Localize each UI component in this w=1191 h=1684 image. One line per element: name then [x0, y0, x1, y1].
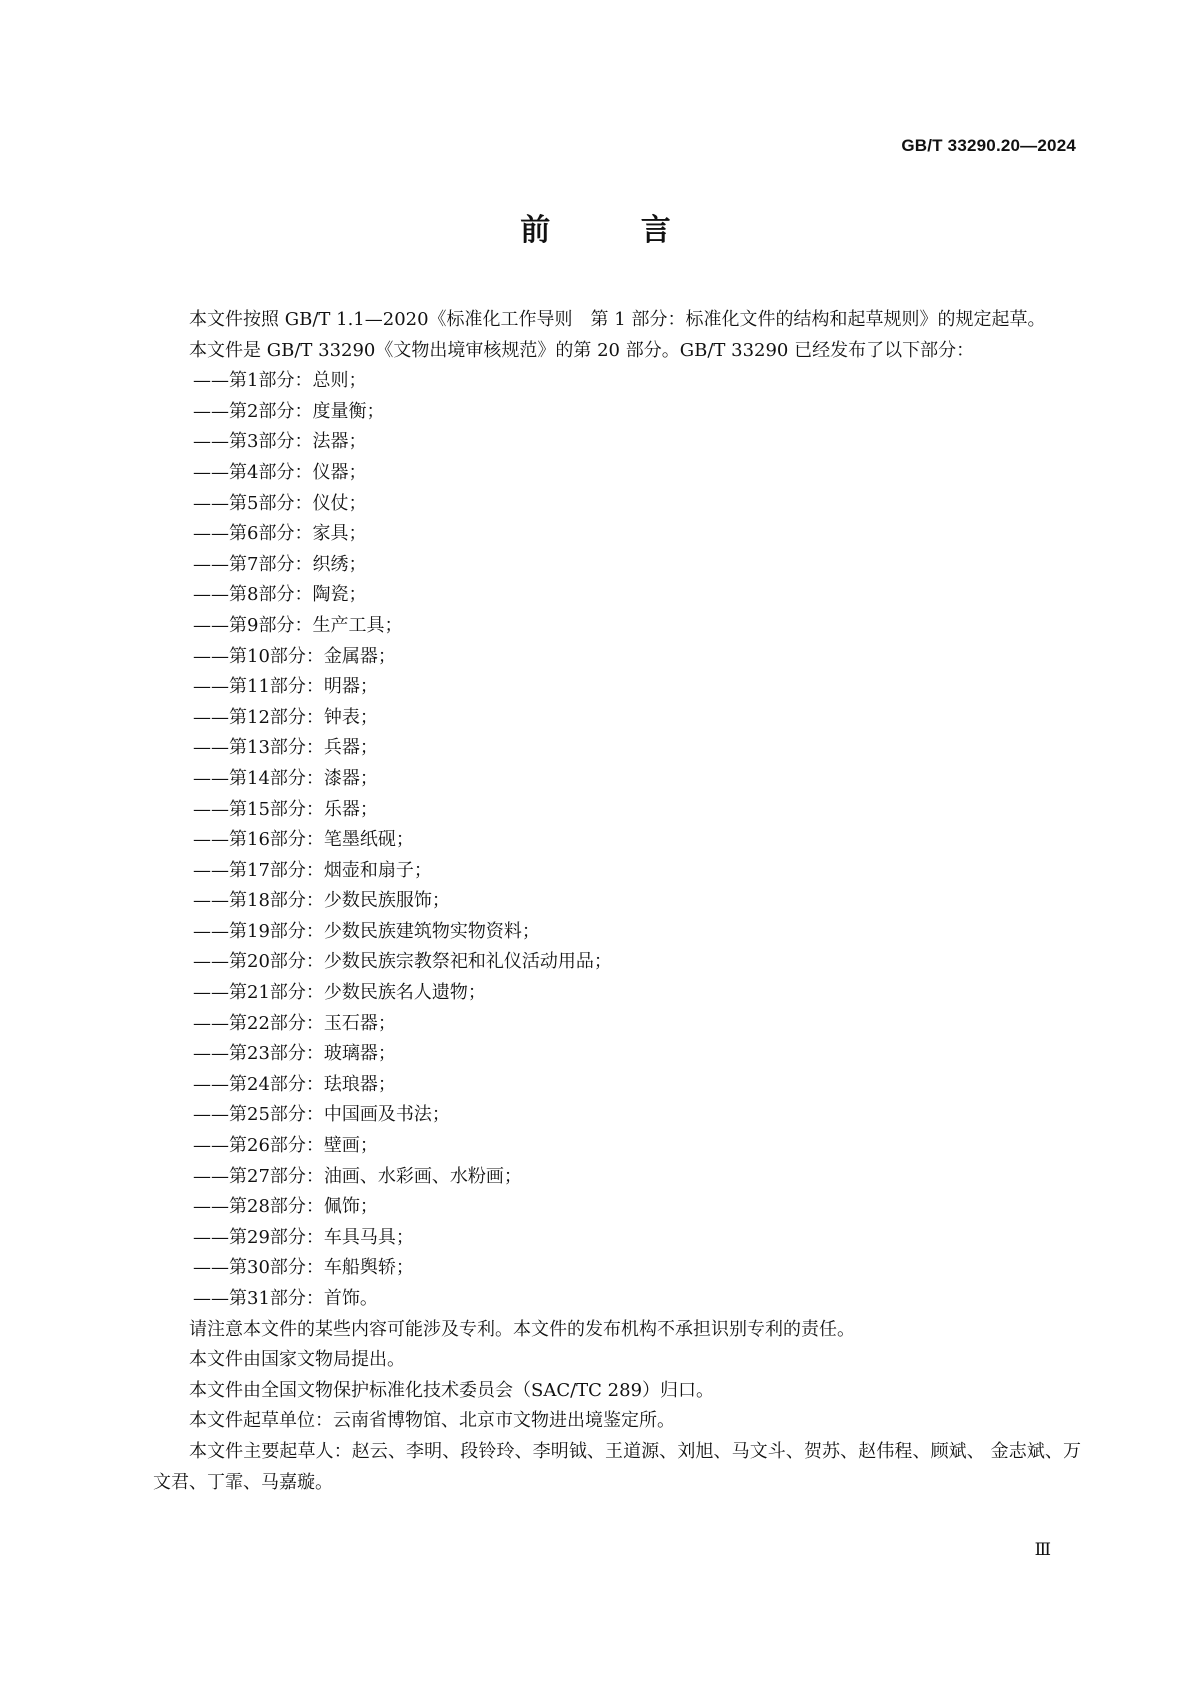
list-item: ——第16部分：笔墨纸砚；	[193, 829, 414, 851]
parts-list	[153, 366, 1081, 1314]
list-item: ——第3部分：法器；	[193, 431, 367, 453]
list-item: ——第11部分：明器；	[193, 676, 378, 698]
list-item: ——第9部分：生产工具；	[193, 614, 403, 636]
list-item: ——第26部分：壁画；	[193, 1135, 378, 1157]
list-item: ——第28部分：佩饰；	[193, 1196, 378, 1218]
list-item: ——第8部分：陶瓷；	[193, 584, 367, 606]
list-item: ——第27部分：油画、水彩画、水粉画；	[193, 1165, 522, 1187]
list-item: ——第12部分：钟表；	[193, 706, 378, 728]
list-item: ——第10部分：金属器；	[193, 645, 396, 667]
page-number: Ⅲ	[1034, 1540, 1051, 1560]
list-item: ——第5部分：仪仗；	[193, 492, 367, 514]
list-item: ——第30部分：车船舆轿；	[193, 1257, 414, 1279]
list-item: ——第23部分：玻璃器；	[193, 1043, 396, 1065]
list-item: ——第21部分：少数民族名人遗物；	[193, 982, 486, 1004]
drafting-units: 本文件起草单位：云南省博物馆、北京市文物进出境鉴定所。	[189, 1410, 675, 1432]
list-item: ——第25部分：中国画及书法；	[193, 1104, 450, 1126]
patent-notice: 请注意本文件的某些内容可能涉及专利。本文件的发布机构不承担识别专利的责任。	[189, 1318, 855, 1340]
list-item: ——第7部分：织绣；	[193, 553, 367, 575]
list-item: ——第14部分：漆器；	[193, 767, 378, 789]
standard-code: GB/T 33290.20—2024	[901, 136, 1076, 155]
list-item: ——第22部分：玉石器；	[193, 1012, 396, 1034]
list-item: ——第18部分：少数民族服饰；	[193, 890, 450, 912]
proposer-statement: 本文件由国家文物局提出。	[189, 1349, 405, 1371]
document-body	[153, 305, 1081, 1498]
list-item: ——第2部分：度量衡；	[193, 400, 385, 422]
intro-paragraph-2: 本文件是 GB/T 33290《文物出境审核规范》的第 20 部分。GB/T 33290 已经发布了以下部分：	[189, 339, 975, 361]
list-item: ——第31部分：首饰。	[193, 1288, 378, 1309]
list-item: ——第1部分：总则；	[193, 370, 367, 392]
list-item: ——第24部分：珐琅器；	[193, 1073, 396, 1095]
page-title: 前 言	[520, 213, 711, 248]
list-item: ——第4部分：仪器；	[193, 461, 367, 483]
list-item: ——第6部分：家具；	[193, 523, 367, 545]
drafters: 本文件主要起草人：赵云、李明、段铃玲、李明钺、王道源、刘旭、马文斗、贺苏、赵伟程、顾斌、 金志斌、万文君、丁霏、马嘉璇。	[153, 1440, 1081, 1493]
list-item: ——第13部分：兵器；	[193, 737, 378, 759]
list-item: ——第19部分：少数民族建筑物实物资料；	[193, 920, 540, 942]
intro-paragraph-1: 本文件按照 GB/T 1.1—2020《标准化工作导则 第 1 部分：标准化文件的结构和起草规则》的规定起草。	[189, 309, 1046, 330]
list-item: ——第15部分：乐器；	[193, 798, 378, 820]
committee-statement: 本文件由全国文物保护标准化技术委员会（SAC/TC 289）归口。	[189, 1379, 715, 1401]
list-item: ——第29部分：车具马具；	[193, 1226, 414, 1248]
list-item: ——第20部分：少数民族宗教祭祀和礼仪活动用品；	[193, 951, 612, 973]
list-item: ——第17部分：烟壶和扇子；	[193, 859, 432, 881]
